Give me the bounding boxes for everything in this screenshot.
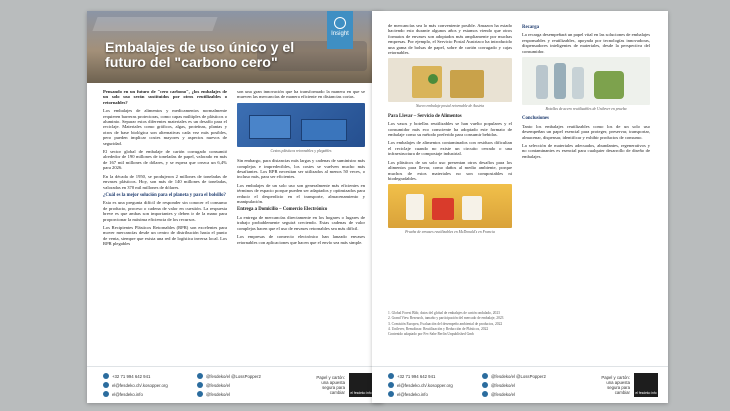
paragraph: La recarga desempeñará un papel vital en las soluciones de embalajes responsables y reutilizables, apoyada por tecnologías innovadoras, dispensadores inteligentes de materiales, desde la perspectiva del consumidor. xyxy=(522,32,650,54)
section-question: ¿Cuál es la mejor solución para el planeta y para el bolsillo? xyxy=(103,192,226,198)
twitter-icon xyxy=(197,373,203,379)
column-left xyxy=(388,23,512,240)
footer-tagline: Papel y cartón: una apuesta segura para cambiar xyxy=(316,375,345,395)
reference-item: 1. Global Forest Bldr, datos del global de embalajes de cartón ondulado, 2023 xyxy=(388,311,500,315)
reference-item: 2. Grand View Research, tamaño y participación del mercado de embalaje, 2023 xyxy=(388,316,504,321)
paragraph: Los embalajes de un solo uso son generalmente más eficientes en términos de espacio porque pueden ser adaptados y optimizados para reducir el desperdicio en el transporte, almacenamiento y manipulación. xyxy=(237,182,365,205)
footer-social-linkedin[interactable]: @fesdeko/el xyxy=(197,391,230,397)
logo: el fesdeko info xyxy=(634,373,658,397)
paragraph: Los empresas de comercio electrónico han lanzado envases retornables con aplicaciones que hacen que el envío sea más simple. xyxy=(237,234,365,245)
page-footer xyxy=(87,366,383,403)
section-heading: Conclusiones xyxy=(522,116,549,122)
footer-tagline: Papel y cartón: una apuesta segura para cambiar xyxy=(601,375,630,395)
globe-icon xyxy=(388,391,394,397)
paragraph: Los vasos y botellas reutilizables se han vuelto populares y el consumidor más eco consciente ha adoptado este formato de embalaje como su método preferido para consumir bebidas. xyxy=(388,121,512,138)
lightbulb-icon xyxy=(334,17,346,29)
footer-email[interactable]: el@fesdeko.ch/.kosopper.org xyxy=(388,382,453,388)
globe-icon xyxy=(103,391,109,397)
footer-web[interactable]: el@fesdeko.info xyxy=(103,391,143,397)
facebook-icon xyxy=(197,382,203,388)
paragraph: En la década de 1950, se produjeron 2 millones de toneladas de envases plásticos. Hoy, son más de 140 millones de toneladas, valoradas en 370 mil millones de dólares. xyxy=(103,173,227,190)
references xyxy=(388,311,652,337)
lead-paragraph: Pensando en un futuro de "cero carbono", ¿los embalajes de un solo uso serán sustituidos por otros reutilizables o retornables? xyxy=(103,89,227,105)
paragraph: son una gran innovación que ha transformado la manera en que se mueven las mercancías de manera eficiente en distancias cortas. xyxy=(237,89,365,100)
column-left xyxy=(103,89,227,250)
footer-social-linkedin[interactable]: @fesdeko/el xyxy=(482,391,515,397)
footer-social-twitter[interactable]: @fesdeko/el @LossPopper2 xyxy=(197,373,261,379)
footer-phone: +32 71 994 642 941 xyxy=(103,373,150,379)
crates-image xyxy=(237,103,365,147)
logo: el fesdeko info xyxy=(349,373,373,397)
phone-icon xyxy=(388,373,394,379)
footer-social-facebook[interactable]: @fesdeko/el xyxy=(197,382,230,388)
paragraph: Tanto los embalajes reutilizables como los de un solo uso desempeñan un papel esencial para proteger, preservar, transportar, almacenar, dispensar, identificar y exhibir productos de consumo. xyxy=(522,123,650,140)
email-icon xyxy=(388,382,394,388)
paragraph: Los Recipientes Plásticos Retornables (RPR) son excelentes para mover mercancías desde un centro de distribución hasta el punto de venta, siempre que exista una red de logística inversa local. Los RPR plegables xyxy=(103,224,227,247)
footer-phone: +32 71 994 642 941 xyxy=(388,373,435,379)
postal-bag-image xyxy=(388,58,512,102)
insight-badge: Insight xyxy=(327,11,353,49)
paragraph: El sector global de embalaje de cartón corrugado consumió alrededor de 190 millones de toneladas de papel, valorado en más de 167 mil millones de dólares, y se espera que crezca un 6,4% para 2026. xyxy=(103,149,227,171)
steel-bottles-image xyxy=(522,57,650,105)
reference-item: 4. Unilever, Remolinas: Reutilización y Reducción de Plásticos, 2022 xyxy=(388,326,489,331)
facebook-icon xyxy=(482,382,488,388)
paragraph: La entrega de mercancías directamente en los hogares o lugares de trabajo probablemente seguirá creciendo. Estas cadenas de valor complejas hacen que el uso de envases retornables sea más difícil. xyxy=(237,214,365,231)
footer-web[interactable]: el@fesdeko.info xyxy=(388,391,428,397)
mcdonalds-packaging-image xyxy=(388,184,512,228)
image-caption: Cestos plásticos retornables y plegables xyxy=(270,148,332,153)
paragraph: La selección de materiales adecuados, abundantes, regenerativos y no contaminantes es esencial para cualquier desarrollo de diseño de embalajes. xyxy=(522,143,650,159)
paragraph: Esta es una pregunta difícil de responder sin conocer el consumo de producto, proceso o cadena de valor en cuestión. La respuesta breve es que ambas son importantes y deben ir de la mano para proporcionar la máxima eficiencia de los recursos. xyxy=(103,200,227,222)
paragraph: Los plásticos de un solo uso presentan otros desafíos para los alimentos para llevar, como daños al medio ambiente, porque muchos de estos materiales no son compostables ni biodegradables. xyxy=(388,159,512,181)
linkedin-icon xyxy=(482,391,488,397)
image-caption: Prueba de envases reutilizables en McDonald's en Francia xyxy=(405,230,495,235)
linkedin-icon xyxy=(197,391,203,397)
reference-item: 3. Comisión Europea, Evaluación del desempeño ambiental de productos, 2022 xyxy=(388,321,503,326)
email-icon xyxy=(103,382,109,388)
document-page-2 xyxy=(372,11,668,403)
footer-email[interactable]: el@fesdeko.ch/.kosopper.org xyxy=(103,382,168,388)
section-heading: Para Llevar – Servicio de Alimentos xyxy=(388,113,462,119)
section-heading: Recarga xyxy=(522,25,540,30)
contact-note: Contenido adaptado por Fes-Sabe Berlin Unpublished Gmb xyxy=(388,332,474,337)
phone-icon xyxy=(103,373,109,379)
hero-image xyxy=(87,11,383,83)
paragraph: Los embalajes de alimentos y medicamentos normalmente requieren barreras protectoras, como capas múltiples de plásticos o aluminio. Separar estos diferentes materiales es un desafío para el reciclaje. Materiales como gráficos, algas, proteínas, plantas y otros de base biológica son alternativas cada vez más posibles, pero pueden implicar costes mayores y aspectos nuevos de seguridad. xyxy=(103,108,227,146)
column-right xyxy=(237,89,365,248)
image-caption: Botellas de acero reutilizables de Unilever en prueba xyxy=(545,107,627,112)
page-footer xyxy=(372,366,668,403)
document-page-1 xyxy=(87,11,383,403)
twitter-icon xyxy=(482,373,488,379)
paragraph: Sin embargo, para distancias más largas y cadenas de suministro más complejas e impredecibles, los costes se vuelven mucho más desafiantes. Los RPR necesitan ser utilizados al menos 50 veces, o incluso más, para ser eficientes. xyxy=(237,158,365,180)
section-heading: Entrega a Domicilio – Comercio Electrónico xyxy=(237,207,328,213)
paragraph: Los embalajes de alimentos contaminados con residuos dificultan el reciclaje cuando no existe un circuito cerrado o una infraestructura de compostaje industrial. xyxy=(388,140,512,157)
paragraph: de mercancías sea lo más conveniente posible. Amazon ha estado haciendo esto durante algunos años y estamos viendo que otros formatos de envases son adoptados más ampliamente por muchas empresas. Por ejemplo, el Servicio Postal Austriaco ha introducido una gama de bolsas de papel, sobre de cartón corrugado y cajas retornables. xyxy=(388,23,512,56)
hero-title: Embalajes de uso único y el futuro del "carbono cero" xyxy=(105,40,295,71)
footer-social-twitter[interactable]: @fesdeko/el @LossPopper2 xyxy=(482,373,546,379)
footer-social-facebook[interactable]: @fesdeko/el xyxy=(482,382,515,388)
image-caption: Nuevo embalaje postal retornable de Austria xyxy=(415,104,485,109)
column-right xyxy=(522,23,650,162)
